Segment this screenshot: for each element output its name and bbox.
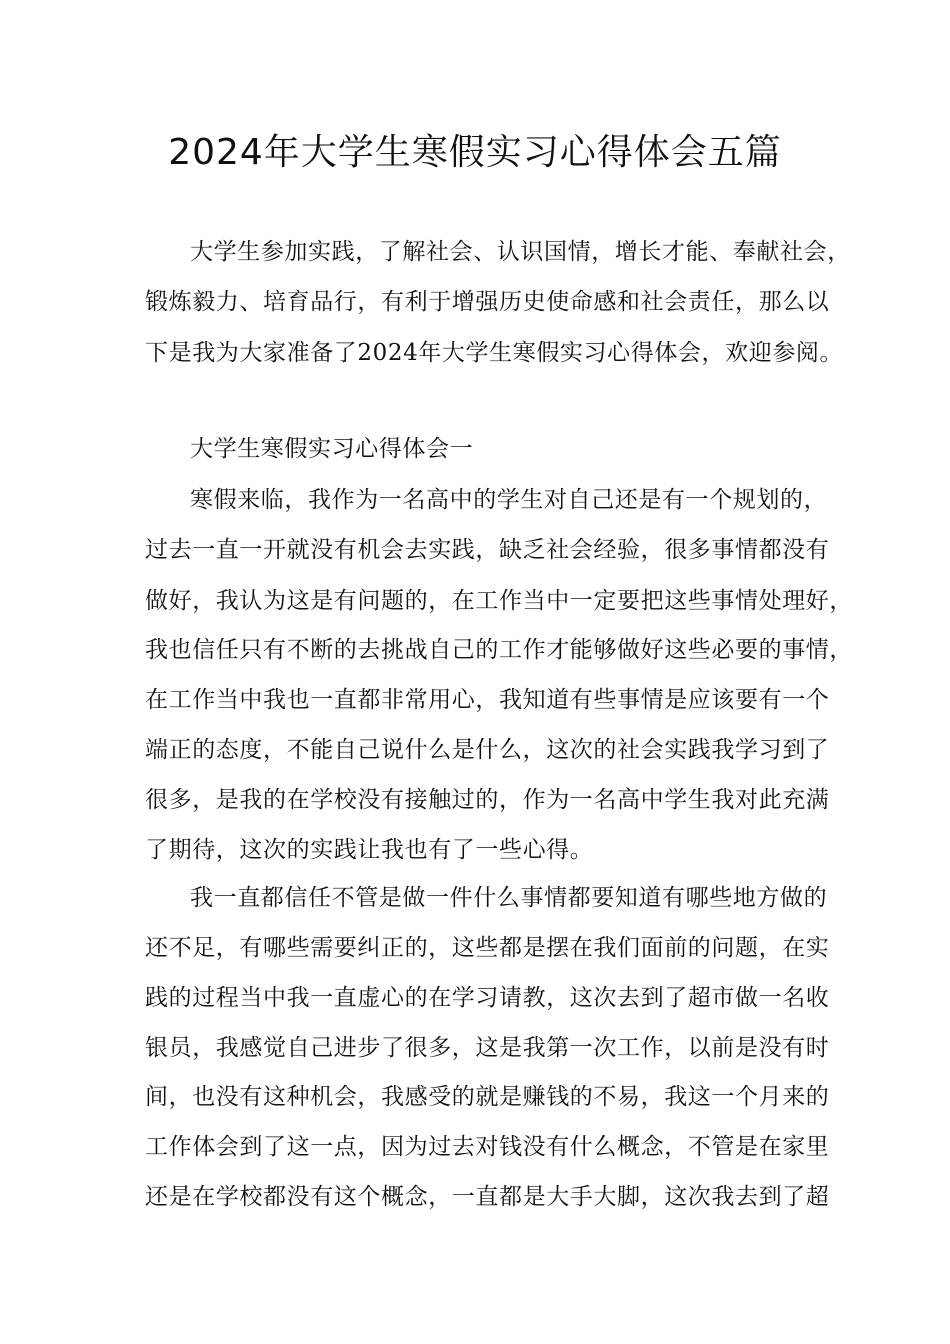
paragraph-1-line-1: 寒假来临，我作为一名高中的学生对自己还是有一个规划的， <box>190 487 828 513</box>
paragraph-1-line-5: 在工作当中我也一直都非常用心，我知道有些事情是应该要有一个 <box>145 687 830 713</box>
paragraph-1-line-3: 做好，我认为这是有问题的，在工作当中一定要把这些事情处理好， <box>145 588 853 614</box>
paragraph-2-line-5: 间，也没有这种机会，我感受的就是赚钱的不易，我这一个月来的 <box>145 1084 830 1110</box>
paragraph-2-line-3: 践的过程当中我一直虚心的在学习请教，这次去到了超市做一名收 <box>145 985 830 1011</box>
paragraph-1-line-8: 了期待，这次的实践让我也有了一些心得。 <box>145 837 594 863</box>
paragraph-2-line-4: 银员，我感觉自己进步了很多，这是我第一次工作，以前是没有时 <box>145 1035 830 1061</box>
section-heading: 大学生寒假实习心得体会一 <box>190 436 474 462</box>
intro-line-1: 大学生参加实践，了解社会、认识国情，增长才能、奉献社会， <box>190 239 851 265</box>
paragraph-2-line-2: 还不足，有哪些需要纠正的，这些都是摆在我们面前的问题，在实 <box>145 935 830 961</box>
paragraph-2-line-7: 还是在学校都没有这个概念，一直都是大手大脚，这次我去到了超 <box>145 1184 830 1210</box>
document-title: 2024年大学生寒假实习心得体会五篇 <box>168 132 782 173</box>
paragraph-2-line-6: 工作体会到了这一点，因为过去对钱没有什么概念，不管是在家里 <box>145 1134 830 1160</box>
intro-line-3: 下是我为大家准备了2024年大学生寒假实习心得体会，欢迎参阅。 <box>145 340 844 366</box>
paragraph-1-line-4: 我也信任只有不断的去挑战自己的工作才能够做好这些必要的事情， <box>145 637 853 663</box>
paragraph-1-line-6: 端正的态度，不能自己说什么是什么，这次的社会实践我学习到了 <box>145 737 830 763</box>
intro-line-2: 锻炼毅力、培育品行，有利于增强历史使命感和社会责任，那么以 <box>145 289 830 315</box>
paragraph-2-line-1: 我一直都信任不管是做一件什么事情都要知道有哪些地方做的 <box>190 885 828 911</box>
paragraph-1-line-7: 很多，是我的在学校没有接触过的，作为一名高中学生我对此充满 <box>145 787 830 813</box>
paragraph-1-line-2: 过去一直一开就没有机会去实践，缺乏社会经验，很多事情都没有 <box>145 537 830 563</box>
